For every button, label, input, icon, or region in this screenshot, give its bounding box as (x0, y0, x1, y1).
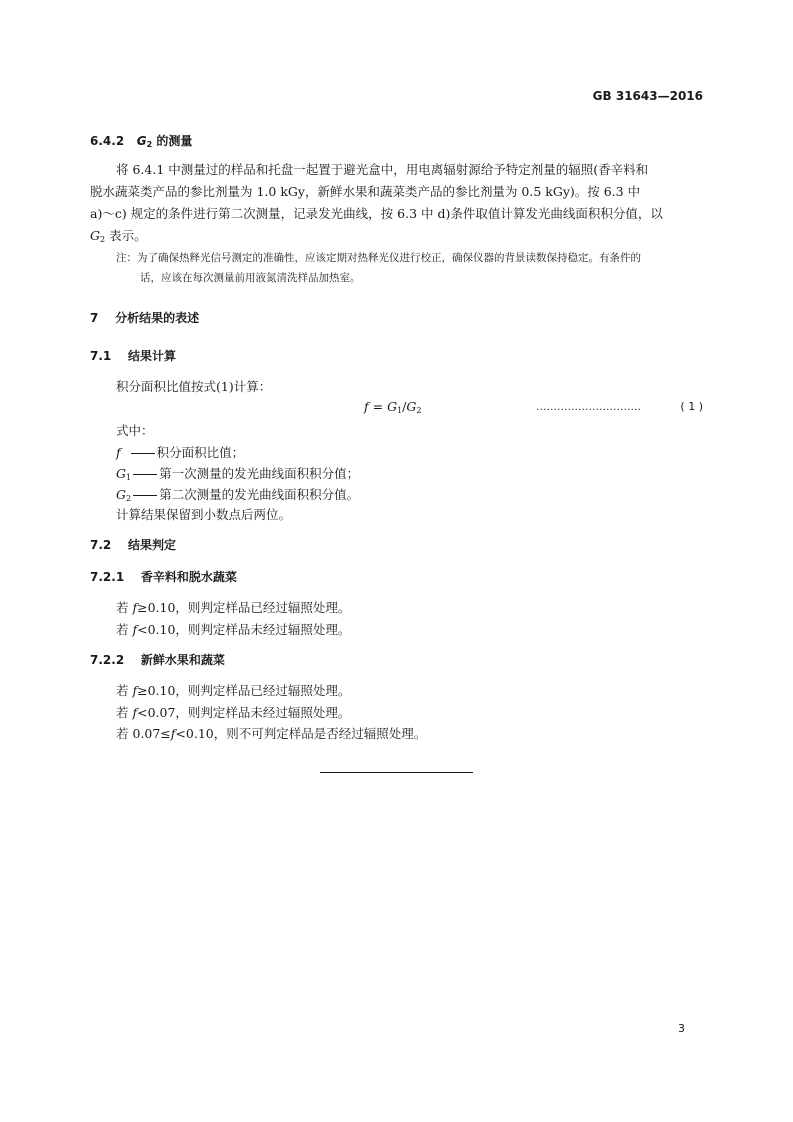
text: <0.10，则判定样品未经过辐照处理。 (137, 622, 351, 637)
text: 若 0.07≤ (116, 726, 171, 741)
formula-equals: = (368, 399, 388, 414)
text: 若 (116, 705, 133, 720)
variable-f: f (132, 683, 138, 698)
section-title: 结果计算 (127, 349, 176, 363)
section-title: 新鲜水果和蔬菜 (140, 653, 225, 667)
section-7-heading (90, 309, 199, 326)
section-number: 6.4.2 (90, 134, 125, 148)
variable-f: f (132, 705, 138, 720)
formula-g1: G (387, 399, 398, 414)
def-variable: G (116, 487, 126, 502)
formula (364, 399, 421, 414)
em-dash (133, 474, 157, 475)
def-subscript: 1 (126, 473, 132, 482)
def-text: 第二次测量的发光曲线面积积分值。 (159, 487, 360, 502)
section-number: 7.2.1 (90, 570, 125, 584)
formula-intro: 积分面积比值按式(1)计算： (116, 379, 272, 394)
text: 表示。 (105, 228, 147, 243)
formula-leader-dots: ………………………… (536, 401, 641, 413)
text: 若 (116, 600, 133, 615)
section-title: 的测量 (156, 134, 193, 148)
formula-g2-sub: 2 (416, 406, 422, 415)
paragraph-line: 将 6.4.1 中测量过的样品和托盘一起置于避光盒中，用电离辐射源给予特定剂量的辐照(香辛料和 (116, 162, 649, 177)
rule-line (116, 681, 350, 699)
paragraph-line (90, 226, 147, 244)
section-7-2-heading (90, 536, 176, 553)
rule-line (116, 724, 426, 742)
title-subscript: 2 (146, 140, 153, 149)
text: ≥0.10，则判定样品已经过辐照处理。 (137, 683, 351, 698)
variable-g: G (90, 228, 100, 243)
paragraph-line: a)～c) 规定的条件进行第二次测量，记录发光曲线，按 6.3 中 d)条件取值计算发光曲线面积积分值，以 (90, 206, 663, 221)
def-text: 第一次测量的发光曲线面积积分值； (159, 466, 360, 481)
section-7-2-2-heading (90, 651, 225, 668)
em-dash (133, 495, 157, 496)
def-variable: f (116, 445, 121, 460)
end-rule (320, 772, 473, 773)
section-title: 分析结果的表述 (115, 311, 200, 325)
rule-line (116, 703, 350, 721)
def-text: 积分面积比值； (156, 445, 245, 460)
text: ≥0.10，则判定样品已经过辐照处理。 (137, 600, 351, 615)
formula-g1-sub: 1 (397, 406, 403, 415)
formula-slash: / (402, 399, 407, 414)
variable-f: f (132, 600, 138, 615)
formula-number: ( 1 ) (680, 400, 703, 413)
rule-line (116, 598, 350, 616)
formula-g2: G (406, 399, 417, 414)
definition-row (116, 464, 359, 482)
definition-row (116, 485, 359, 503)
page-number: 3 (678, 1022, 685, 1035)
em-dash (131, 453, 155, 454)
rule-line (116, 620, 350, 638)
section-title: 结果判定 (127, 538, 176, 552)
definition-row (116, 443, 244, 461)
section-6-4-2-heading (90, 132, 192, 149)
section-number: 7.2.2 (90, 653, 125, 667)
note-line: 注：为了确保热释光信号测定的准确性，应该定期对热释光仪进行校正，确保仪器的背景读数保持稳定。有条件的 (116, 252, 641, 264)
formula-f: f (364, 399, 369, 414)
section-7-2-1-heading (90, 568, 237, 585)
section-number: 7.1 (90, 349, 112, 363)
where-label: 式中： (116, 423, 154, 438)
section-number: 7 (90, 311, 99, 325)
def-variable: G (116, 466, 126, 481)
subscript: 2 (100, 235, 106, 244)
text: 若 (116, 622, 133, 637)
text: <0.10，则不可判定样品是否经过辐照处理。 (175, 726, 427, 741)
text: 若 (116, 683, 133, 698)
variable-f: f (170, 726, 176, 741)
text: <0.07，则判定样品未经过辐照处理。 (137, 705, 351, 720)
variable-f: f (132, 622, 138, 637)
section-7-1-heading (90, 347, 176, 364)
note-line: 话，应该在每次测量前用液氮清洗样品加热室。 (140, 272, 361, 284)
title-variable: G (136, 134, 147, 148)
def-subscript: 2 (126, 494, 132, 503)
standard-number: GB 31643—2016 (592, 89, 703, 103)
rounding-rule: 计算结果保留到小数点后两位。 (116, 507, 292, 522)
paragraph-line: 脱水蔬菜类产品的参比剂量为 1.0 kGy，新鲜水果和蔬菜类产品的参比剂量为 0.5 kGy)。按 6.3 中 (90, 184, 641, 199)
section-title: 香辛料和脱水蔬菜 (140, 570, 237, 584)
section-number: 7.2 (90, 538, 112, 552)
